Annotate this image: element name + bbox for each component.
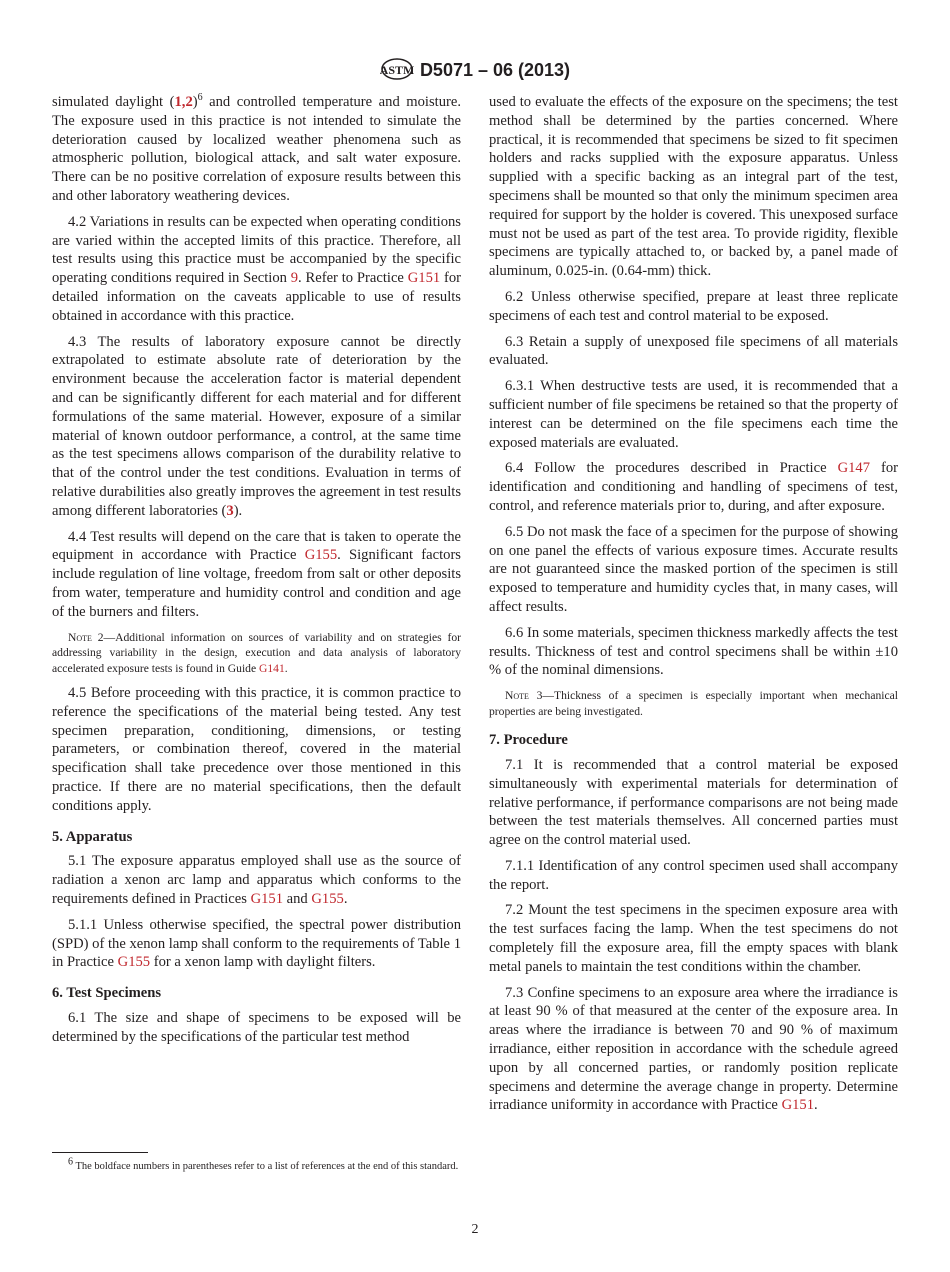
paragraph xyxy=(489,93,898,281)
left-column xyxy=(52,93,461,1054)
text-run: . xyxy=(343,890,348,907)
text-run: 7.1 It is recommended that a control material be exposed simultaneously with experimental materials for determination of relative performance, if performance comparisons are not being made between the test materials themselves. All concerned parties must agree on the control material used. xyxy=(489,756,898,849)
text-run: 6.3.1 When destructive tests are used, it is recommended that a sufficient number of file specimens be retained so that the property of interest can be determined on the file specimens each time the exposed materials are evaluated. xyxy=(489,378,898,451)
text-run: 6.3 Retain a supply of unexposed file specimens of all materials evaluated. xyxy=(489,333,898,369)
paragraph xyxy=(489,857,898,895)
text-run: 7. Procedure xyxy=(489,732,568,749)
document-designation: D5071 – 06 (2013) xyxy=(419,60,571,80)
text-run: 3—Thickness of a specimen is especially important when mechanical properties are being investigated. xyxy=(489,689,898,718)
paragraph xyxy=(489,523,898,617)
text-run: simulated daylight ( xyxy=(52,94,175,110)
reference-link[interactable]: G151 xyxy=(407,270,441,287)
page-number: 2 xyxy=(471,1222,479,1237)
paragraph xyxy=(52,213,461,326)
paragraph xyxy=(489,333,898,371)
text-run: 4.2 Variations in results can be expected when operating conditions are varied within the accepted limits of this practice. Therefore, all test results using this practice must be accompanied by the specific operating conditions required in Section xyxy=(52,213,461,287)
text-run: and xyxy=(283,890,312,907)
right-column xyxy=(489,93,898,1122)
note-paragraph xyxy=(489,688,898,719)
text-run: 5. Apparatus xyxy=(52,828,133,845)
paragraph xyxy=(489,756,898,850)
paragraph xyxy=(489,984,898,1116)
page-header xyxy=(0,56,950,82)
text-run: 5.1 The exposure apparatus employed shall use as the source of radiation a xenon arc lamp and apparatus which conforms to the requirements defined in Practices xyxy=(52,853,461,907)
text-run: 7.2 Mount the test specimens in the specimen exposure area with the test surfaces facing the lamp. When the test specimens do not completely fill the exposure area, fill the empty spaces with blank metal panels to maintain the test conditions within the chamber. xyxy=(489,902,898,975)
text-run: 6.6 In some materials, specimen thickness markedly affects the test results. Thickness of test and control specimens shall be within ±10 % of the nominal dimensions. xyxy=(489,624,898,679)
footnote xyxy=(52,1156,461,1174)
text-run: 2—Additional information on sources of variability and on strategies for addressing variability in the design, execution and data analysis of laboratory accelerated exposure tests is found in Guide xyxy=(52,630,461,675)
text-run: for a xenon lamp with daylight filters. xyxy=(150,954,376,971)
paragraph xyxy=(52,684,461,816)
paragraph xyxy=(489,288,898,326)
text-run: Note xyxy=(505,689,529,703)
text-run: . Refer to Practice xyxy=(298,270,408,287)
text-run: and controlled temperature and moisture. The exposure used in this practice is not intended to simulate the deterioration caused by localized weather phenomena such as atmospheric pollution, biological attack, and salt water exposure. There can be no positive correlation of exposure results between this and other laboratory weathering devices. xyxy=(52,94,461,204)
footnote-divider xyxy=(52,1152,148,1153)
text-run: 6.5 Do not mask the face of a specimen for the purpose of showing on one panel the effects of various exposure times. Accurate results are not guaranteed since the masked portion of the specimen is still exposed to temperature and humidity cycles that, in many cases, will affect results. xyxy=(489,523,898,615)
text-run: 4.5 Before proceeding with this practice, it is common practice to reference the specifications of the material being tested. Any test specimen preparation, conditioning, dimensions, or testing parameters, or combination thereof, covered in the material specification shall take precedence over those mentioned in this practice. If there are no material specifications, then the default conditions apply. xyxy=(52,685,461,814)
paragraph xyxy=(52,1009,461,1047)
text-run: for identification and conditioning and handling of specimens of test, control, and reference materials prior to, during, and after exposure. xyxy=(489,460,898,514)
reference-link[interactable]: 3 xyxy=(226,502,234,519)
paragraph xyxy=(52,916,461,972)
section-heading xyxy=(52,984,461,1003)
paragraph xyxy=(52,333,461,521)
text-run: 6.2 Unless otherwise specified, prepare at least three replicate specimens of each test and control material to be exposed. xyxy=(489,288,898,324)
footnote-reference: 6 xyxy=(197,92,203,104)
reference-link[interactable]: 1,2 xyxy=(174,94,193,110)
footnote-text: The boldface numbers in parentheses refer to a list of references at the end of this standard. xyxy=(75,1161,459,1172)
reference-link[interactable]: 9 xyxy=(290,270,299,287)
text-run: ) xyxy=(192,94,198,110)
section-heading xyxy=(52,828,461,847)
text-run: ). xyxy=(233,502,243,519)
paragraph xyxy=(489,377,898,452)
text-run: 4.3 The results of laboratory exposure cannot be directly extrapolated to estimate absolute rate of deterioration by the environment because the acceleration factor is material dependent and can be significantly different for each material and for different formulations of the same material. However, exposure of a similar material of known outdoor performance, a control, at the same time as the test specimens allows comparison of the durability relative to that of the control under the test conditions. Evaluation in terms of relative durabilities also greatly improves the agreement in test results among different laboratories ( xyxy=(52,333,461,519)
reference-link[interactable]: G141 xyxy=(259,661,285,675)
text-run: 6.4 Follow the procedures described in Practice xyxy=(505,460,838,477)
text-run: 6. Test Specimens xyxy=(52,985,162,1002)
text-run: 5.1.1 Unless otherwise specified, the spectral power distribution (SPD) of the xenon lamp shall conform to the requirements of Table 1 in Practice xyxy=(52,916,461,971)
text-run: used to evaluate the effects of the exposure on the specimens; the test method shall be determined by the parties concerned. Where practical, it is recommended that specimens be sized to fit specimen holders and racks supplied with the exposure apparatus. Unless supplied with a specific backing as an integral part of the test, specimens shall be mounted so that only the minimum specimen area required for support by the holder is covered. This unexposed surface must not be used as part of the test area. To provide rigidity, flexible specimens are typically attached to, or backed by, a panel made of aluminum, 0.025-in. (0.64-mm) thick. xyxy=(489,94,898,280)
paragraph xyxy=(489,624,898,680)
text-run: 6.1 The size and shape of specimens to be exposed will be determined by the specifications of the particular test method xyxy=(52,1009,461,1045)
reference-link[interactable]: G147 xyxy=(837,460,870,477)
reference-link[interactable]: G155 xyxy=(311,890,344,907)
svg-text:ASTM: ASTM xyxy=(379,63,414,77)
text-run: 7.3 Confine specimens to an exposure area where the irradiance is at least 90 % of that measured at the center of the exposure area. In areas where the irradiance is between 70 and 90 % of maximum irradiance, either reposition in accordance with the schedule agreed upon by all concerned parties, or randomly position replicate specimens and determine the average change in property. Determine irradiance uniformity in accordance with Practice xyxy=(489,984,898,1114)
text-run: 7.1.1 Identification of any control specimen used shall accompany the report. xyxy=(489,857,898,893)
reference-link[interactable]: G155 xyxy=(117,954,151,971)
paragraph xyxy=(489,901,898,976)
paragraph xyxy=(489,459,898,515)
astm-logo-icon xyxy=(380,56,414,82)
text-run: . Significant factors include regulation of line voltage, freedom from salt or other deposits from water, temperature and humidity control and condition and age of the burners and filters. xyxy=(52,547,461,620)
paragraph xyxy=(52,852,461,908)
text-run: . xyxy=(284,661,288,675)
reference-link[interactable]: G151 xyxy=(250,890,283,907)
paragraph xyxy=(52,93,461,206)
footnote-mark: 6 xyxy=(68,1156,73,1168)
text-run: for detailed information on the caveats applicable to use of results obtained in accordance with this practice. xyxy=(52,270,462,324)
section-heading xyxy=(489,731,898,750)
paragraph xyxy=(52,528,461,622)
text-run: 4.4 Test results will depend on the care that is taken to operate the equipment in accordance with Practice xyxy=(52,528,461,564)
text-run: . xyxy=(814,1097,818,1114)
text-run: Note xyxy=(68,630,92,644)
reference-link[interactable]: G155 xyxy=(304,547,338,564)
reference-link[interactable]: G151 xyxy=(781,1097,814,1114)
note-paragraph xyxy=(52,630,461,677)
